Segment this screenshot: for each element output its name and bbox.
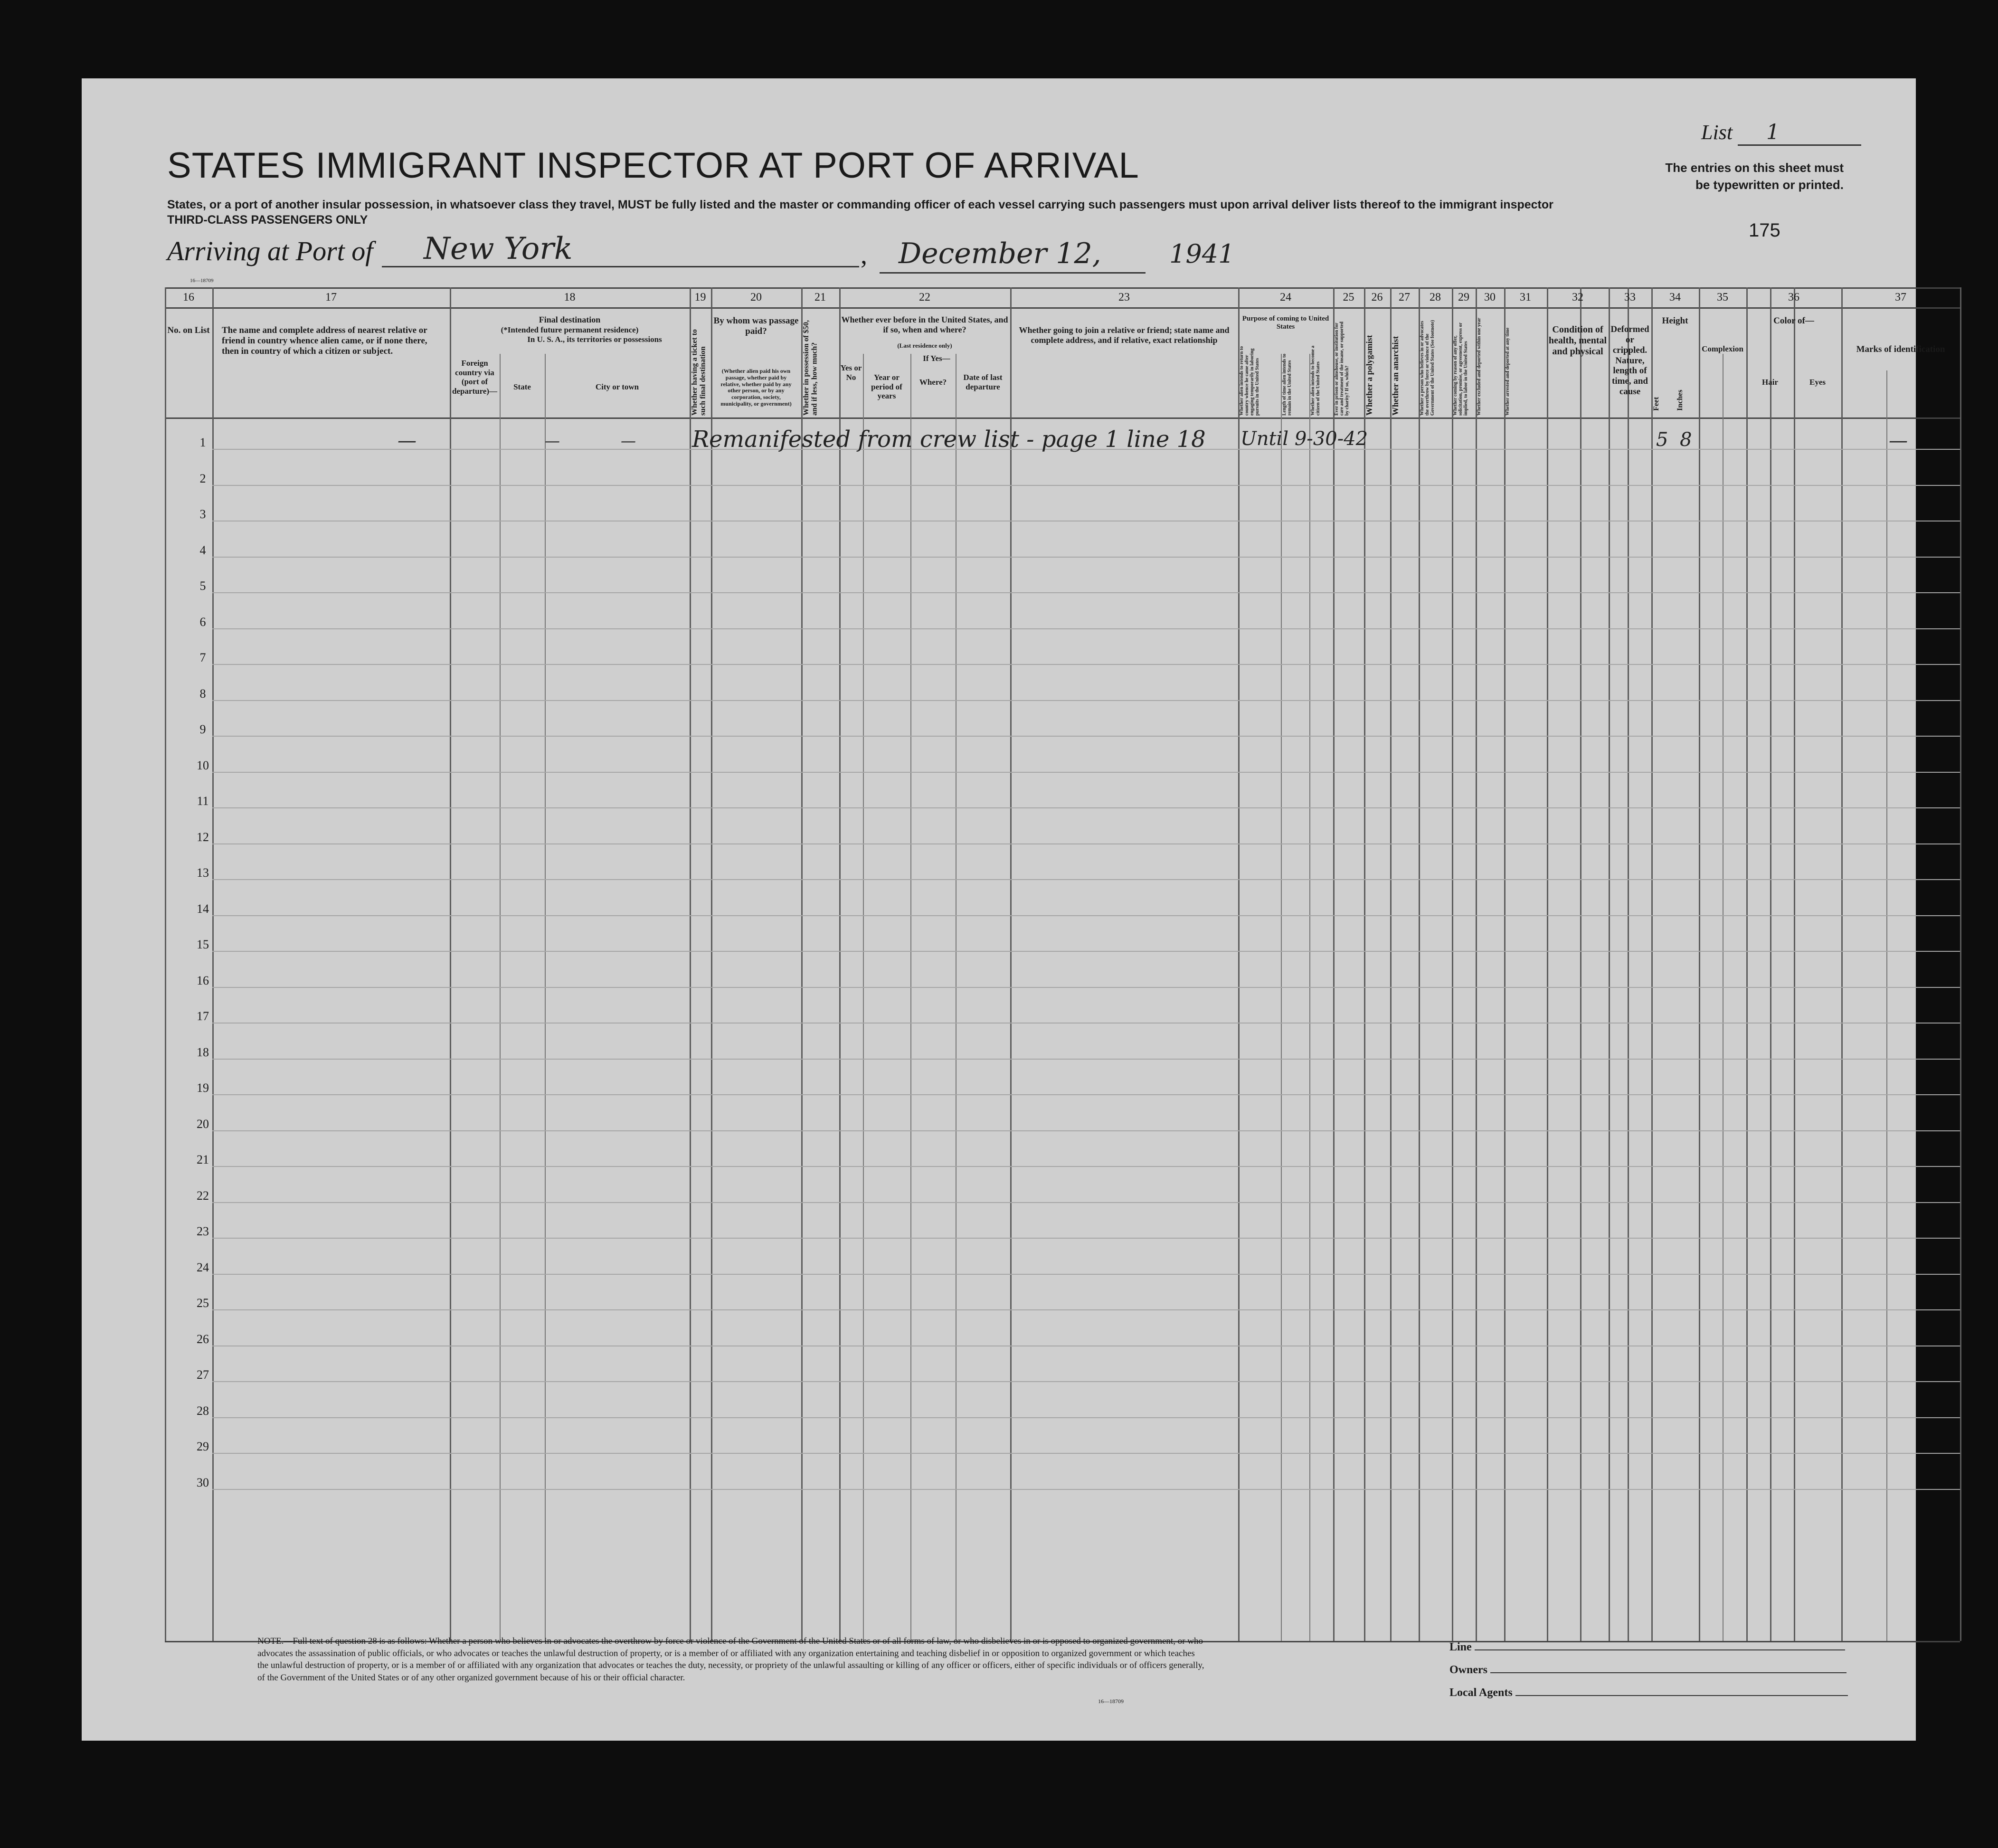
date-comma: ,	[861, 240, 867, 270]
column-number: 34	[1669, 291, 1681, 303]
row-line	[212, 1453, 1960, 1454]
column-header: Whether going to join a relative or friend; state name and complete address, and if relative, exact relationship	[1019, 325, 1230, 345]
column-header: Deformed or crippled. Nature, length of time, and cause	[1610, 324, 1649, 397]
row-number: 14	[197, 901, 209, 916]
row-number: 26	[197, 1332, 209, 1346]
height-inches: 8	[1680, 429, 1692, 451]
column-divider	[1476, 287, 1477, 1641]
column-number: 22	[919, 291, 930, 303]
port-value: New York	[424, 231, 573, 266]
row-number: 9	[199, 722, 206, 736]
row-line	[212, 1130, 1960, 1131]
form-code-top: 16—18709	[190, 278, 214, 284]
column-subheader: In U. S. A., its territories or possessions	[527, 335, 662, 344]
row-line	[212, 772, 1960, 773]
column-number: 35	[1717, 291, 1728, 303]
row-line	[212, 664, 1960, 665]
column-divider	[1651, 287, 1653, 1641]
row-number: 1	[199, 436, 206, 449]
row-number: 11	[197, 794, 209, 808]
column-subheader: Yes or No	[840, 363, 862, 382]
column-header: Purpose of coming to United States	[1242, 315, 1329, 331]
column-divider	[1547, 287, 1548, 1641]
row-number: 21	[197, 1153, 209, 1166]
column-header-vertical: Whether a polygamist	[1364, 335, 1374, 416]
row-number: 24	[197, 1260, 209, 1274]
port-label: Arriving at Port of	[167, 236, 373, 266]
column-subheader: Length of time alien intends to remain in the United States	[1282, 353, 1292, 416]
column-subheader: Date of last departure	[963, 373, 1003, 391]
owners-label: Owners	[1449, 1664, 1487, 1676]
row-line	[212, 879, 1960, 880]
column-subdivider	[545, 354, 546, 1641]
column-header-vertical: Whether arrested and deported at any time	[1505, 327, 1510, 416]
column-subheader: Where?	[919, 378, 947, 387]
column-divider	[1504, 287, 1506, 1641]
column-divider	[839, 287, 841, 1641]
column-divider	[1770, 287, 1771, 1641]
row-line	[212, 951, 1960, 952]
row-line	[212, 1274, 1960, 1275]
column-number: 32	[1572, 291, 1583, 303]
owners-underline	[1490, 1672, 1846, 1673]
column-number: 24	[1280, 291, 1291, 303]
row-line	[212, 1238, 1960, 1239]
column-header: Marks of identification	[1856, 344, 1945, 354]
column-number: 26	[1371, 291, 1383, 303]
identification-dash: —	[1889, 430, 1908, 452]
form-code-bottom: 16—18709	[1098, 1698, 1124, 1705]
row-line	[212, 807, 1960, 808]
row-line	[212, 843, 1960, 844]
column-divider	[1841, 287, 1843, 1641]
height-feet: 5	[1656, 429, 1668, 451]
column-subheader: (*Intended future permanent residence)	[501, 325, 639, 334]
column-number: 36	[1788, 291, 1799, 303]
column-subheader: Whether alien intends to return to country whence he came after engaging temporarily in laboring pursuits in the United States	[1239, 346, 1260, 416]
row-number: 23	[197, 1224, 209, 1238]
row-number: 13	[197, 866, 209, 880]
manifest-sheet	[82, 78, 1945, 1741]
class-line: THIRD-CLASS PASSENGERS ONLY	[167, 213, 368, 227]
column-header: The name and complete address of nearest relative or friend in country whence alien came, or if none there, then in country of which a citizen or subject.	[222, 325, 427, 356]
row-line	[212, 1202, 1960, 1203]
row-number: 7	[199, 651, 206, 664]
list-number	[1701, 120, 1861, 146]
column-subheader: State	[513, 382, 531, 391]
line-label: Line	[1449, 1641, 1472, 1653]
row-number: 2	[199, 471, 206, 485]
year-value: 1941	[1169, 239, 1235, 269]
relative-dash: —	[398, 430, 417, 452]
column-number: 31	[1520, 291, 1531, 303]
column-divider	[1238, 287, 1240, 1641]
list-value: 1	[1738, 120, 1861, 146]
column-subdivider	[1886, 370, 1887, 1641]
column-subdivider	[863, 354, 864, 1641]
column-number: 19	[694, 291, 706, 303]
column-number: 30	[1484, 291, 1496, 303]
column-number: 23	[1118, 291, 1130, 303]
row-line	[212, 628, 1960, 629]
column-divider	[1794, 287, 1795, 1641]
column-number: 27	[1399, 291, 1410, 303]
column-header: By whom was passage paid?	[713, 316, 799, 336]
row-number: 29	[197, 1440, 209, 1453]
row-line	[212, 915, 1960, 916]
agents-underline	[1515, 1695, 1848, 1696]
grid-top-line	[165, 287, 1960, 289]
typewritten-instructions: The entries on this sheet must be typewritten or printed.	[1665, 161, 1844, 192]
row-number: 4	[199, 543, 206, 557]
column-divider	[1333, 287, 1335, 1641]
column-subheader: Hair	[1762, 378, 1778, 387]
column-number: 21	[814, 291, 826, 303]
row-number: 30	[197, 1475, 209, 1489]
row-number: 12	[197, 830, 209, 844]
column-subdivider	[1309, 354, 1310, 1641]
column-divider	[1609, 287, 1610, 1641]
row-line	[212, 1381, 1960, 1382]
column-subheader: City or town	[595, 382, 639, 391]
agents-label: Local Agents	[1449, 1687, 1513, 1699]
form-subtitle: States, or a port of another insular possession, in whatsoever class they travel, MUST be fully listed and the master or commanding officer of each vessel carrying such passengers must upon arrival deliver lists thereof to the immigrant inspector	[167, 198, 1553, 211]
footnote: NOTE.—Full text of question 28 is as follows: Whether a person who believes in or advocates the overthrow by force or violence of the Government of the United States or of all forms of law, or who disbelieves in or is opposed to organized government, or who advocates the assassination of public officials, or who advocates or teaches the unlawful destruction of property, or is a member of or affiliated with any organization entertaining and teaching disbelief in or opposition to organized government or which teaches the unlawful destruction of property, or is a member of or affiliated with any organization that advocates or teaches the duty, necessity, or propriety of the unlawful assaulting or killing of any officer or officers, either of specific individuals or of officers generally, of the Government of the United States or of any other organized government because of his or their official character.	[257, 1636, 1204, 1683]
column-number: 25	[1343, 291, 1354, 303]
column-divider	[1452, 287, 1453, 1641]
agents-field	[1449, 1687, 1848, 1699]
column-header: Final destination	[539, 315, 601, 324]
row-number: 20	[197, 1117, 209, 1131]
row-line	[212, 1059, 1960, 1060]
form-title: STATES IMMIGRANT INSPECTOR AT PORT OF ARRIVAL	[167, 145, 1139, 186]
column-divider	[1010, 287, 1012, 1641]
row-line	[212, 1023, 1960, 1024]
row-number: 17	[197, 1009, 209, 1023]
column-header: Height	[1662, 316, 1688, 326]
column-header-vertical: Whether an anarchist	[1391, 336, 1400, 416]
column-divider	[1390, 287, 1392, 1641]
column-header-vertical: Whether excluded and deported within one year	[1477, 318, 1482, 416]
column-divider	[1580, 287, 1581, 1641]
row-line	[212, 700, 1960, 701]
row-line	[212, 1489, 1960, 1490]
column-header-vertical: Whether in possession of $50, and if less, how much?	[802, 320, 819, 416]
row-line	[212, 1094, 1960, 1095]
row-line	[212, 736, 1960, 737]
row-line	[212, 1309, 1960, 1310]
foreign-country-dash: —	[545, 432, 560, 450]
date-value: December 12,	[899, 237, 1101, 270]
column-subheader: Eyes	[1809, 378, 1826, 387]
row-number: 27	[197, 1368, 209, 1382]
column-number: 29	[1458, 291, 1469, 303]
column-subdivider	[1281, 354, 1282, 1641]
column-divider	[1628, 287, 1629, 1641]
column-subheader: If Yes—	[923, 354, 950, 363]
column-subheader: (Last residence only)	[897, 342, 952, 349]
row-line	[212, 987, 1960, 988]
column-subheader: Year or period of years	[871, 373, 902, 401]
column-divider	[450, 287, 451, 1641]
column-subdivider	[500, 354, 501, 1641]
column-divider	[690, 287, 691, 1641]
column-header-vertical: Whether having a ticket to such final destination	[691, 329, 707, 416]
column-header-vertical: Whether coming by reason of any offer, solicitation, promise, or agreement, express or implied, to labor in the United States	[1453, 322, 1468, 416]
row-number: 28	[197, 1403, 209, 1418]
column-divider	[212, 287, 214, 1641]
column-number: 16	[183, 291, 194, 303]
header-bottom-line	[165, 417, 1960, 419]
row-number: 19	[197, 1081, 209, 1095]
row-line	[212, 1166, 1960, 1167]
row-number: 22	[197, 1188, 209, 1203]
city-dash: —	[621, 432, 636, 450]
column-number: 17	[325, 291, 337, 303]
column-header: Condition of health, mental and physical	[1548, 324, 1607, 357]
column-header: No. on List	[167, 325, 210, 335]
row-number: 10	[197, 758, 209, 772]
column-divider	[711, 287, 712, 1641]
column-subheader: Inches	[1676, 389, 1684, 411]
column-divider	[1699, 287, 1700, 1641]
row-number: 8	[199, 686, 206, 701]
remanifest-remark: Remanifested from crew list - page 1 line 18	[692, 426, 1206, 453]
row-number: 3	[199, 507, 206, 521]
purpose-entry: Until 9-30-42	[1240, 428, 1368, 450]
column-subheader: Feet	[1652, 397, 1660, 411]
row-number: 16	[197, 973, 209, 987]
column-number: 20	[750, 291, 762, 303]
page-number: 175	[1749, 220, 1780, 241]
row-number: 15	[197, 938, 209, 951]
row-line	[212, 1417, 1960, 1418]
column-number: 28	[1430, 291, 1441, 303]
row-number: 6	[199, 615, 206, 629]
column-subheader: Foreign country via (port of departure)—	[452, 359, 498, 396]
row-line	[212, 485, 1960, 486]
column-header-vertical: Whether a person who believes in or advocates the overthrow by force or violence of the Government of the United States (See footnote)	[1420, 320, 1435, 416]
column-subheader: Whether alien intends to become a citizen of the United States	[1310, 345, 1321, 416]
column-header: Color of—	[1773, 316, 1814, 326]
column-divider	[1746, 287, 1748, 1641]
row-line	[212, 592, 1960, 593]
date-underline	[880, 272, 1146, 274]
column-divider	[801, 287, 803, 1641]
row-line	[212, 557, 1960, 558]
column-header-vertical: Ever in prison or almshouse, or institution for care and treatment of the insane, or supported by charity? If so, which?	[1334, 322, 1350, 416]
column-divider	[1364, 287, 1365, 1641]
column-divider	[1419, 287, 1420, 1641]
column-divider	[1960, 287, 1961, 1641]
column-header: Complexion	[1702, 344, 1743, 353]
column-divider	[165, 287, 166, 1641]
line-field	[1449, 1641, 1845, 1654]
row-number: 18	[197, 1045, 209, 1059]
row-number: 25	[197, 1296, 209, 1310]
column-number: 33	[1624, 291, 1636, 303]
column-subdivider	[910, 354, 911, 1641]
col-number-line	[165, 307, 1960, 309]
column-header: Whether ever before in the United States, and if so, when and where?	[841, 315, 1008, 334]
column-subheader: (Whether alien paid his own passage, whether paid by relative, whether paid by any other person, or by any corporation, society, municipality, or government)	[720, 368, 792, 407]
line-underline	[1475, 1649, 1845, 1650]
row-number: 5	[199, 579, 206, 593]
list-label: List	[1701, 121, 1733, 144]
column-number: 18	[564, 291, 576, 303]
owners-field	[1449, 1664, 1846, 1677]
column-number: 37	[1895, 291, 1906, 303]
